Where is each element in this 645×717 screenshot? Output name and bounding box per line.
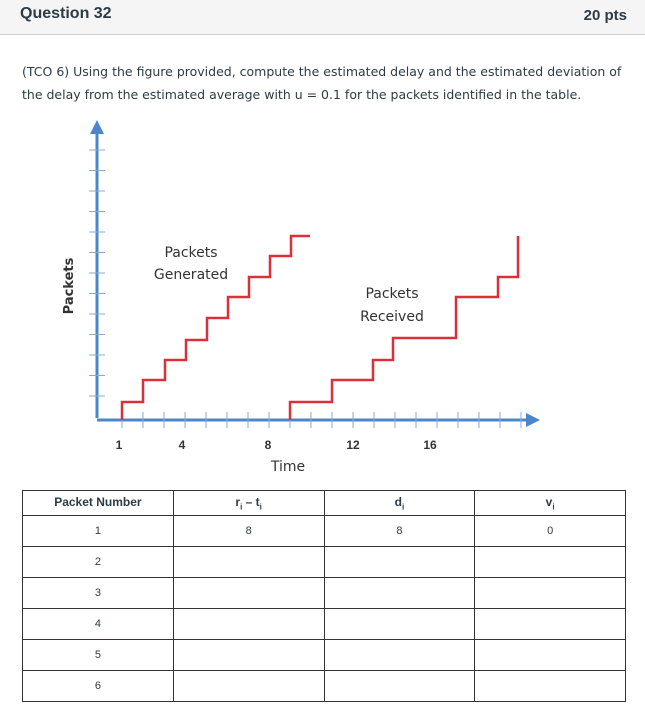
tick-label-8: 8 (264, 438, 272, 452)
table-cell (324, 547, 475, 578)
x-axis-arrow (526, 413, 540, 427)
table-row (23, 609, 626, 640)
generated-label-line2: Generated (153, 267, 229, 283)
table-row (23, 547, 626, 578)
table-cell (173, 578, 324, 609)
table-row (23, 578, 626, 609)
table-cell (475, 609, 626, 640)
table-cell (173, 547, 324, 578)
table-cell (173, 671, 324, 702)
table-cell (475, 578, 626, 609)
header-di: $d_i$ (324, 491, 475, 516)
prompt-line-1: (TCO 6) Using the figure provided, compute the estimated delay and the estimated deviation of (22, 64, 622, 79)
question-header (0, 0, 645, 35)
packets-generated-curve (122, 236, 310, 420)
table-row (23, 640, 626, 671)
table-cell: 5 (23, 640, 174, 671)
x-axis-label: Time (270, 459, 306, 475)
generated-label-line1: Packets (164, 245, 218, 261)
table-cell (173, 609, 324, 640)
table-cell (324, 578, 475, 609)
header-packet-number: Packet Number (23, 491, 174, 516)
table-cell (475, 547, 626, 578)
packet-timing-figure (0, 110, 645, 480)
table-cell: 0 (475, 516, 626, 547)
header-vi: $v_i$ (475, 491, 626, 516)
prompt-line-2: the delay from the estimated average with u = 0.1 for the packets identified in the table. (22, 87, 582, 102)
tick-label-16: 16 (423, 438, 437, 452)
packets-received-curve (290, 236, 518, 420)
question-prompt (22, 60, 622, 106)
table-cell (475, 671, 626, 702)
table-cell (324, 609, 475, 640)
header-ri-ti: $r_i - t_i$ (173, 491, 324, 516)
table-row (23, 516, 626, 547)
table-row (23, 671, 626, 702)
packet-table (22, 490, 626, 702)
table-cell (173, 640, 324, 671)
tick-label-1: 1 (115, 438, 123, 452)
y-axis (89, 120, 105, 418)
tick-label-4: 4 (178, 438, 186, 452)
table-cell: 1 (23, 516, 174, 547)
question-points: 20 pts (583, 7, 627, 24)
table-cell: 3 (23, 578, 174, 609)
y-axis-label: Packets (62, 257, 77, 315)
table-cell (324, 640, 475, 671)
x-axis (97, 412, 540, 428)
table-cell (324, 671, 475, 702)
y-axis-arrow (90, 120, 104, 134)
table-cell: 6 (23, 671, 174, 702)
received-label-line2: Received (360, 309, 424, 325)
table-cell: 4 (23, 609, 174, 640)
tick-label-12: 12 (346, 438, 360, 452)
table-cell (475, 640, 626, 671)
received-label-line1: Packets (365, 286, 419, 302)
question-title: Question 32 (20, 5, 112, 22)
table-header-row (23, 491, 626, 516)
table-cell: 2 (23, 547, 174, 578)
table-cell: 8 (324, 516, 475, 547)
table-cell: 8 (173, 516, 324, 547)
